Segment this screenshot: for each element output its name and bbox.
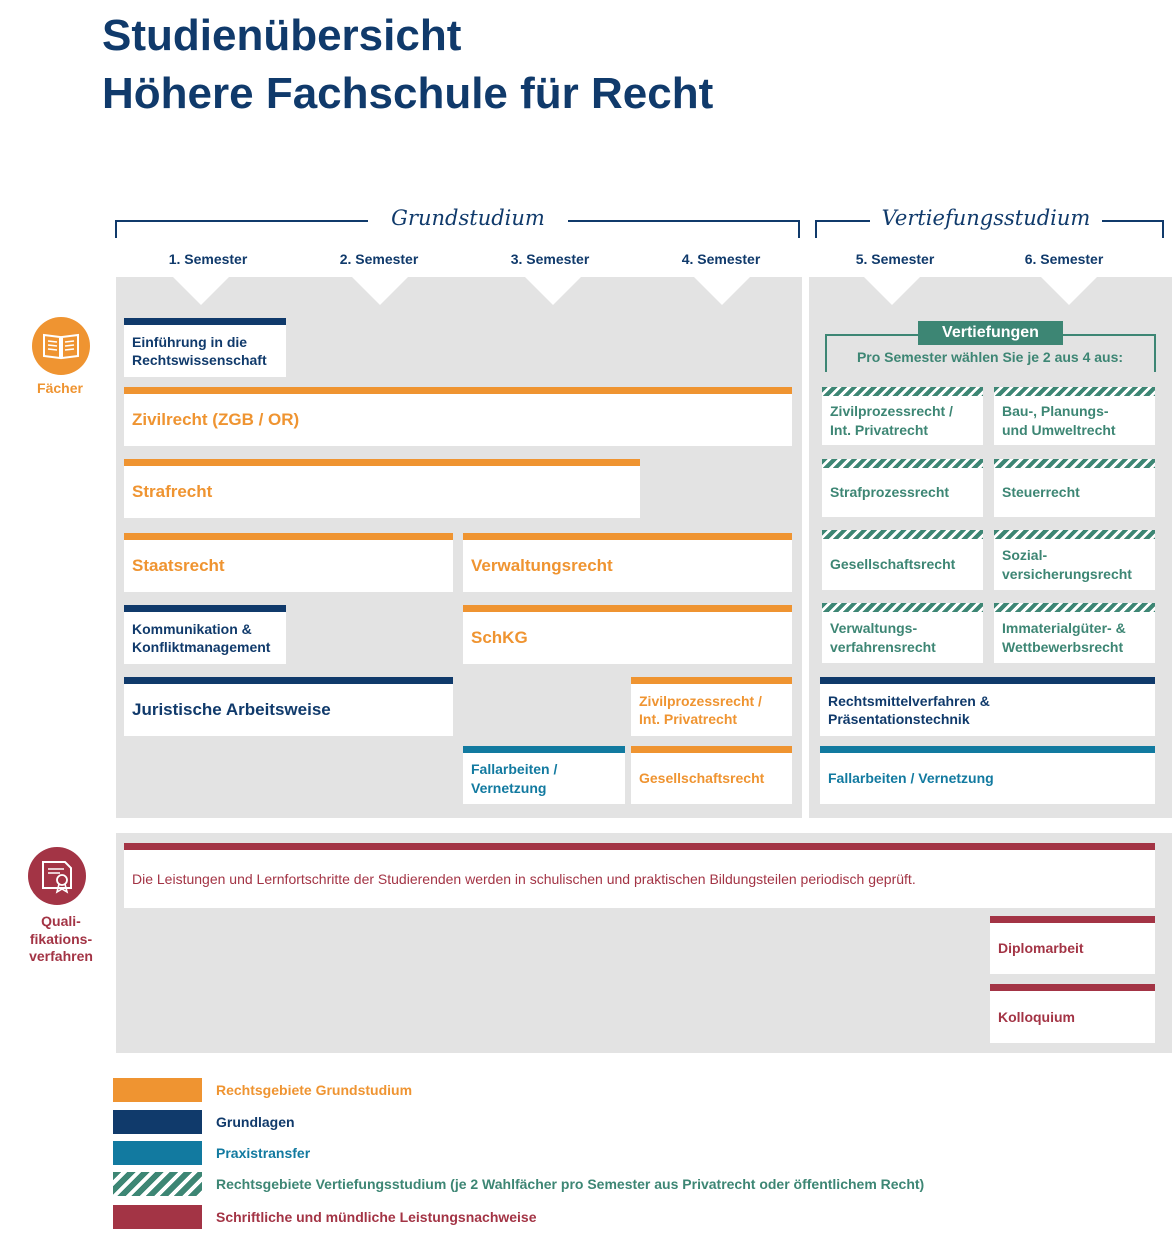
book-icon: [32, 317, 90, 375]
course-einfuehrung-label: Einführung in die Rechtswissenschaft: [132, 333, 267, 368]
course-kommunikation: [124, 605, 286, 664]
semester-3-notch: [525, 277, 581, 305]
semester-2-label: 2. Semester: [339, 251, 419, 267]
legend-swatch-teal: [113, 1141, 202, 1165]
legend-swatch-orange: [113, 1078, 202, 1102]
course-juristische-label: Juristische Arbeitsweise: [132, 699, 331, 719]
phase-vertiefungsstudium: Vertiefungsstudium: [881, 206, 1091, 230]
qualifikation-statement-text: Die Leistungen und Lernfortschritte der Studierenden werden in schulischen und praktischen Bildungsteilen periodisch geprüft.: [132, 870, 916, 887]
legend-label-leistungsnachweise: Schriftliche und mündliche Leistungsnachweise: [216, 1209, 537, 1225]
elective-gesellschaftsrecht: [822, 530, 983, 590]
course-strafrecht-label: Strafrecht: [132, 481, 213, 501]
elective-7-label: Verwaltungs- verfahrensrecht: [830, 620, 936, 655]
faecher-label: Fächer: [37, 380, 83, 396]
legend-label-praxistransfer: Praxistransfer: [216, 1145, 311, 1161]
vertiefungen-bracket-left: [825, 334, 827, 372]
kolloquium-card: [990, 984, 1155, 1043]
course-fallarbeiten-grund: [463, 746, 625, 804]
vertiefungen-subheading: Pro Semester wählen Sie je 2 aus 4 aus:: [856, 349, 1124, 365]
course-strafrecht: [124, 459, 640, 518]
course-gesellschaft-grund-label: Gesellschaftsrecht: [639, 770, 765, 787]
diplomarbeit-label: Diplomarbeit: [998, 940, 1084, 957]
semester-1-label: 1. Semester: [168, 251, 248, 267]
legend-swatch-red: [113, 1205, 202, 1229]
legend-swatch-hatched: [113, 1172, 202, 1196]
vertiefungen-bracket-right: [1154, 334, 1156, 372]
course-rechtsmittelverfahren: [820, 677, 1155, 736]
semester-4-notch: [694, 277, 750, 305]
qualifikation-statement: [124, 843, 1155, 908]
semester-5-label: 5. Semester: [855, 251, 935, 267]
elective-immaterialgueter-wettbewerbsrecht: [994, 603, 1155, 663]
vertiefung-bracket-tick-left: [815, 220, 817, 238]
grund-bracket-right: [568, 220, 800, 222]
course-staatsrecht: [124, 533, 453, 592]
course-schkg-label: SchKG: [471, 627, 528, 647]
semester-5-notch: [864, 277, 920, 305]
vertiefung-bracket-right: [1102, 220, 1164, 222]
elective-steuerrecht: [994, 459, 1155, 517]
semester-6-notch: [1041, 277, 1097, 305]
vertiefung-bracket-tick-right: [1162, 220, 1164, 238]
kolloquium-label: Kolloquium: [998, 1008, 1075, 1025]
course-verwaltungsrecht-label: Verwaltungsrecht: [471, 555, 613, 575]
legend-label-grundstudium: Rechtsgebiete Grundstudium: [216, 1082, 413, 1098]
elective-4-label: Steuerrecht: [1002, 484, 1080, 501]
legend-label-grundlagen: Grundlagen: [216, 1114, 295, 1130]
semester-1-notch: [173, 277, 229, 305]
elective-zivilprozessrecht: [822, 387, 983, 445]
course-zivilprozess-label: Zivilprozessrecht / Int. Privatrecht: [639, 692, 762, 727]
elective-6-label: Sozial- versicherungsrecht: [1002, 547, 1132, 582]
course-staatsrecht-label: Staatsrecht: [132, 555, 225, 575]
certificate-icon: [28, 847, 86, 905]
course-fallarbeiten-grund-label: Fallarbeiten / Vernetzung: [471, 761, 558, 796]
semester-4-label: 4. Semester: [681, 251, 761, 267]
course-verwaltungsrecht: [463, 533, 792, 592]
page-subtitle: Höhere Fachschule für Recht: [102, 69, 714, 118]
elective-1-label: Zivilprozessrecht / Int. Privatrecht: [830, 403, 953, 438]
diplomarbeit-card: [990, 916, 1155, 974]
legend-swatch-navy: [113, 1110, 202, 1134]
course-rechtsmittel-label: Rechtsmittelverfahren & Präsentationstechnik: [828, 692, 990, 727]
grund-bracket-tick-right: [798, 220, 800, 238]
phase-grundstudium: Grundstudium: [391, 206, 545, 230]
course-schkg: [463, 605, 792, 664]
grund-bracket-left: [115, 220, 368, 222]
course-zivilrecht: [124, 387, 792, 446]
elective-bau-planungs-umweltrecht: [994, 387, 1155, 445]
semester-2-notch: [352, 277, 408, 305]
elective-strafprozessrecht: [822, 459, 983, 517]
elective-8-label: Immaterialgüter- & Wettbewerbsrecht: [1002, 620, 1126, 655]
course-zivilprozessrecht: [631, 677, 792, 736]
course-juristische-arbeitsweise: [124, 677, 453, 736]
course-einfuehrung: [124, 318, 286, 377]
elective-3-label: Strafprozessrecht: [830, 484, 950, 501]
legend-label-vertiefungsstudium: Rechtsgebiete Vertiefungsstudium (je 2 Wahlfächer pro Semester aus Privatrecht oder öffentlichem Recht): [216, 1176, 925, 1192]
course-fallarbeiten-vertiefung: [820, 746, 1155, 804]
elective-verwaltungsverfahrensrecht: [822, 603, 983, 663]
elective-5-label: Gesellschaftsrecht: [830, 556, 956, 573]
semester-3-label: 3. Semester: [510, 251, 590, 267]
course-kommunikation-label: Kommunikation & Konfliktmanagement: [132, 620, 271, 655]
semester-6-label: 6. Semester: [1024, 251, 1104, 267]
vertiefungen-heading: Vertiefungen: [918, 321, 1063, 345]
qualifikation-label: Quali- fikations- verfahren: [29, 913, 93, 964]
vertiefung-bracket-left: [815, 220, 870, 222]
elective-sozialversicherungsrecht: [994, 530, 1155, 590]
page-title: Studienübersicht: [102, 11, 462, 60]
elective-2-label: Bau-, Planungs- und Umweltrecht: [1002, 403, 1116, 438]
course-fallarbeiten-vertiefung-label: Fallarbeiten / Vernetzung: [828, 770, 994, 787]
course-gesellschaftsrecht-grund: [631, 746, 792, 804]
course-zivilrecht-label: Zivilrecht (ZGB / OR): [132, 409, 300, 429]
grund-bracket-tick-left: [115, 220, 117, 238]
